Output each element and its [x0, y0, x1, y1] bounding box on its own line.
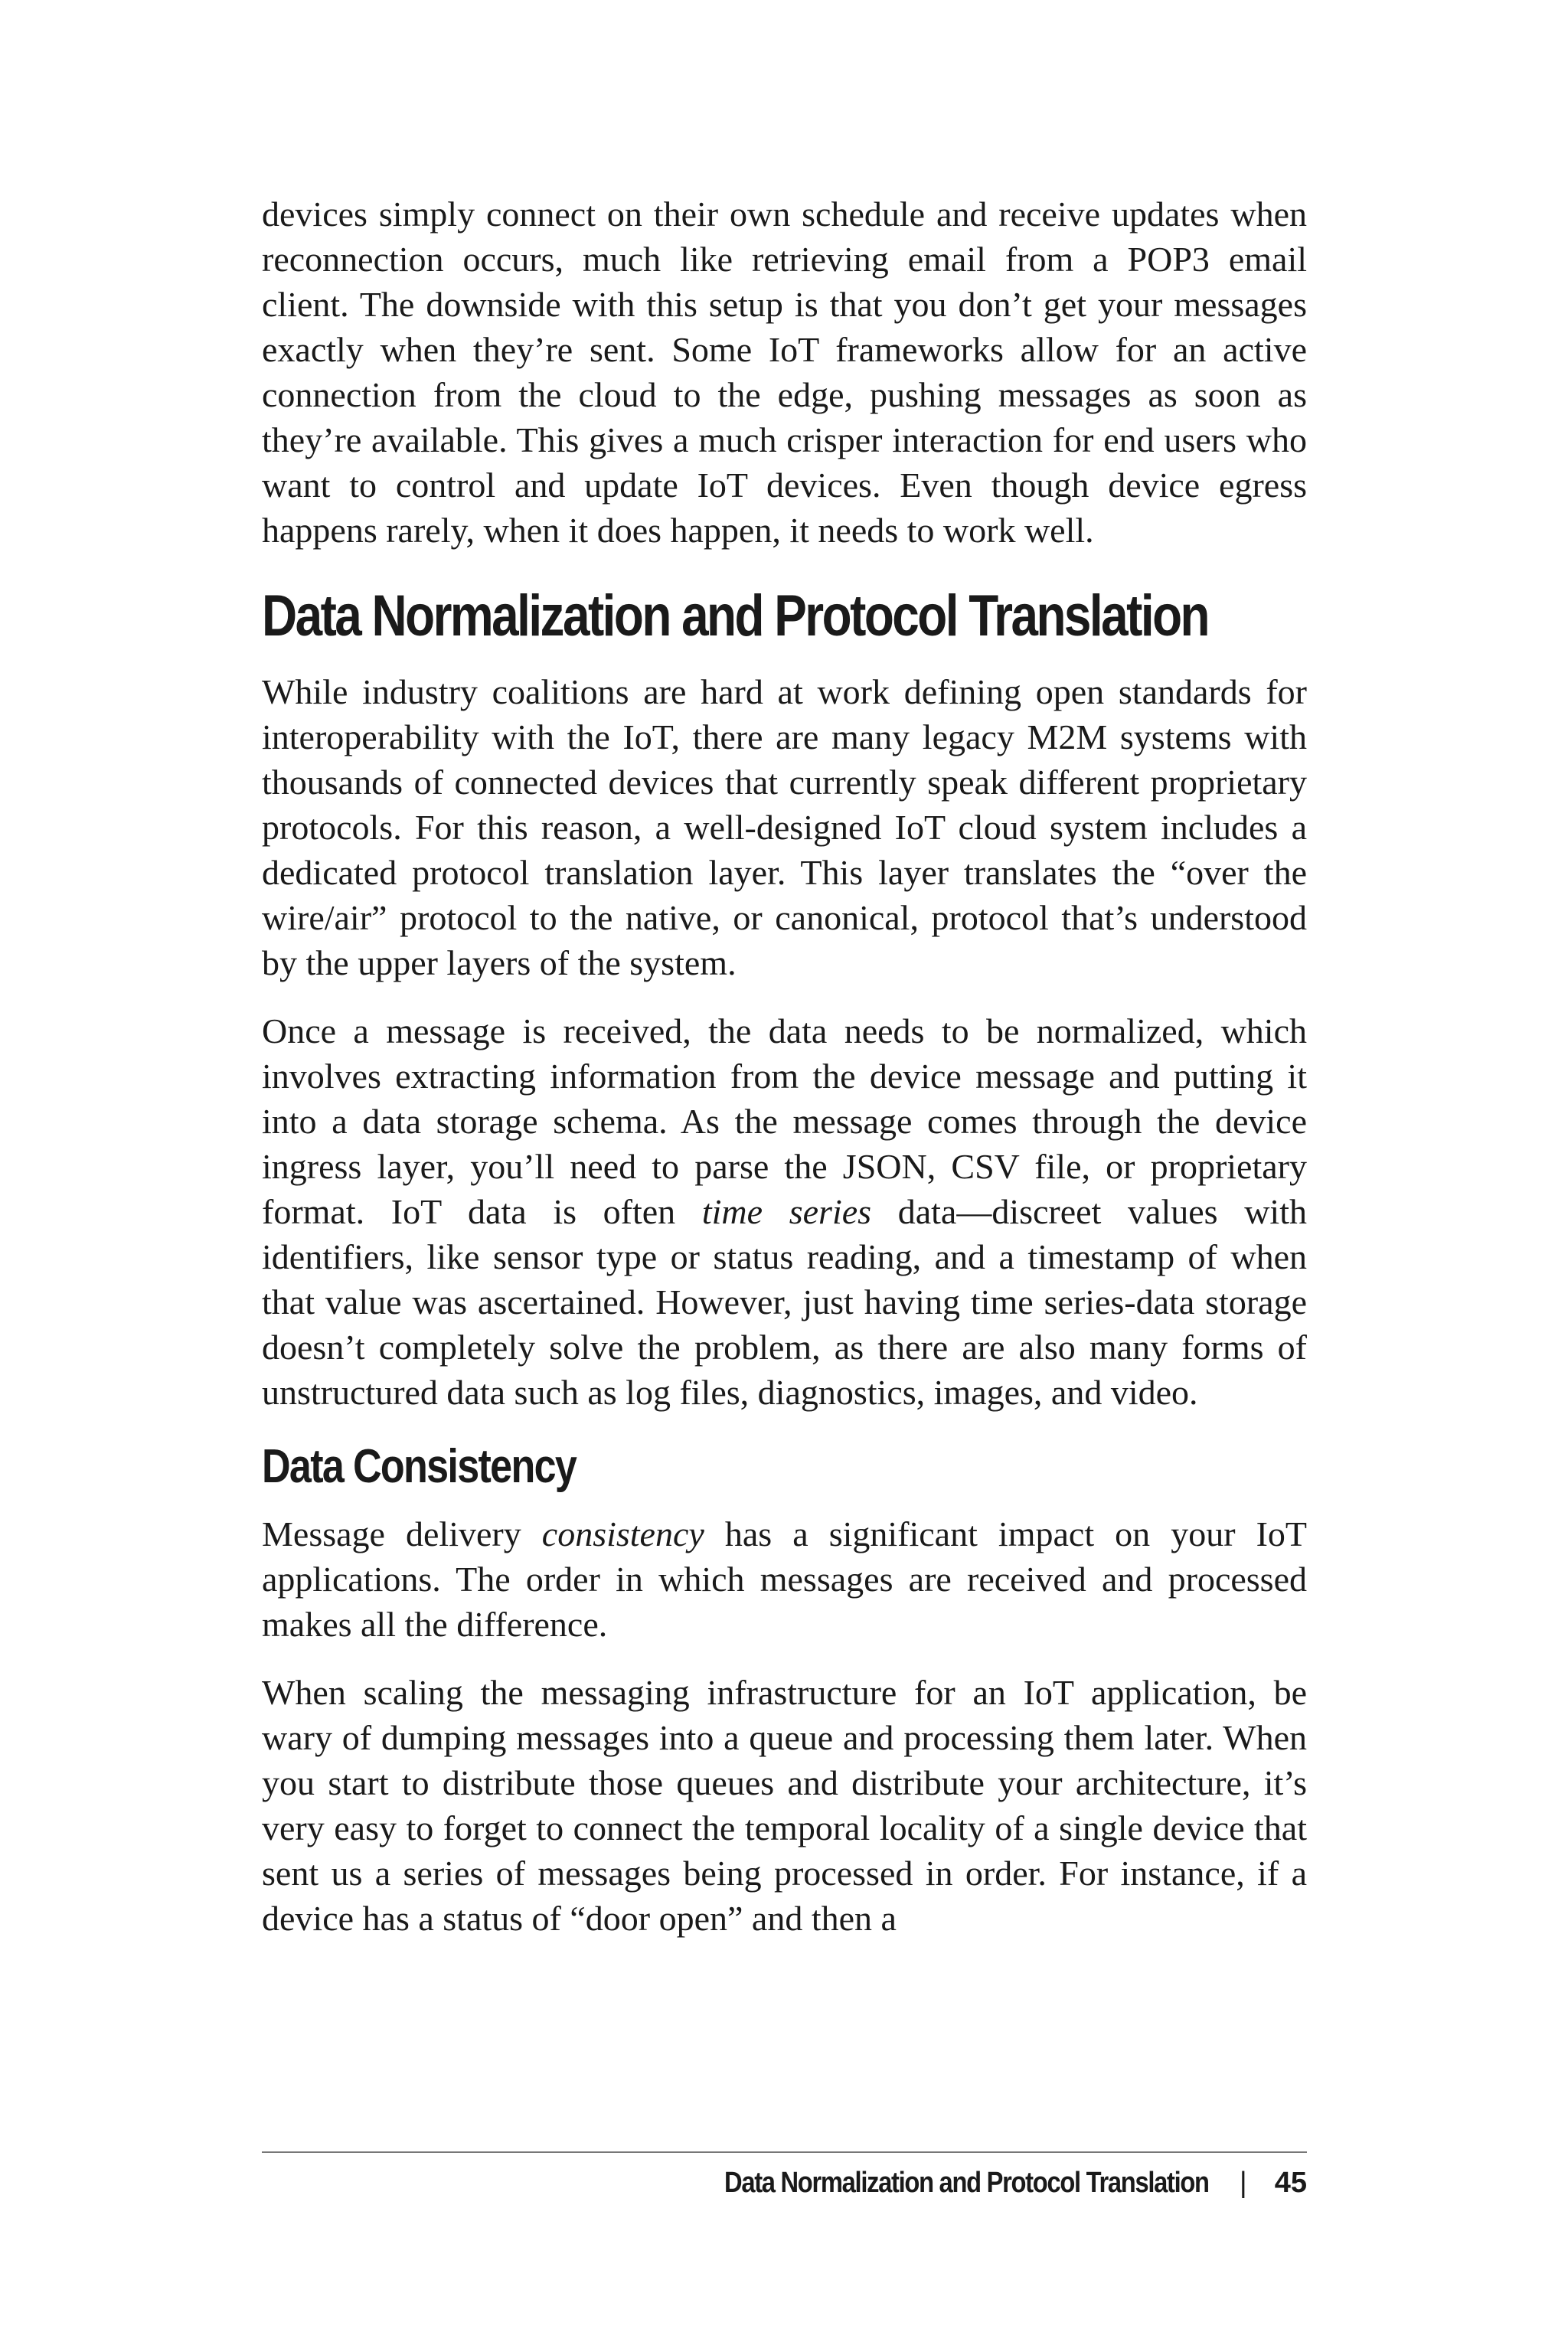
page-footer — [262, 2164, 1307, 2202]
section-heading: Data Normalization and Protocol Translation — [262, 583, 1209, 648]
emphasis-consistency: consistency — [541, 1514, 704, 1553]
paragraph-device-egress: devices simply connect on their own schedule and receive updates when reconnection occurs, much like retrieving email from a POP3 email client. The downside with this setup is that you don’t get your messages exactly when they’re sent. Some IoT frameworks allow for an active connection from the cloud to the edge, pushing messages as soon as they’re available. This gives a much crisper interaction for end users who want to control and update IoT devices. Even though device egress happens rarely, when it does happen, it needs to work well. — [262, 194, 1307, 550]
paragraph-consistency-text-2: has a significant impact on your IoT applications. The order in which messages are received and processed makes all the difference. — [262, 1514, 1307, 1644]
paragraph-normalization-text-1: Once a message is received, the data needs to be normalized, which involves extracting information from the device message and putting it into a data storage schema. As the message comes through the device ingress layer, you’ll need to parse the JSON, CSV file, or proprietary format. IoT data is often — [262, 1011, 1307, 1231]
paragraph-normalization — [262, 1008, 1307, 1415]
running-title: Data Normalization and Protocol Translation — [724, 2167, 1209, 2199]
footer-separator: | — [1239, 2167, 1247, 2199]
paragraph-consistency — [262, 1511, 1307, 1647]
paragraph-normalization-text-2: data—discreet values with identifiers, like sensor type or status reading, and a timestamp of when that value was ascertained. However, just having time series-data storage doesn’t completely solve the problem, as there are also many forms of unstructured data such as log files, diagnostics, images, and video. — [262, 1192, 1307, 1412]
emphasis-time-series: time series — [701, 1192, 872, 1231]
paragraph-scaling: When scaling the messaging infrastructure for an IoT application, be wary of dumping messages into a queue and processing them later. When you start to distribute those queues and distribute your architecture, it’s very easy to forget to connect the temporal locality of a single device that sent us a series of messages being processed in order. For instance, if a device has a status of “door open” and then a — [262, 1673, 1307, 1938]
footer-divider — [262, 2151, 1307, 2153]
paragraph-protocol-translation: While industry coalitions are hard at work defining open standards for interoperability with the IoT, there are many legacy M2M systems with thousands of connected devices that currently speak different proprietary protocols. For this reason, a well-designed IoT cloud system includes a dedicated protocol translation layer. This layer translates the “over the wire/air” protocol to the native, or canonical, protocol that’s understood by the upper layers of the system. — [262, 672, 1307, 982]
page-number: 45 — [1274, 2167, 1307, 2199]
paragraph-consistency-text-1: Message delivery — [262, 1514, 542, 1553]
page-content — [262, 191, 1307, 1941]
subsection-heading: Data Consistency — [262, 1440, 577, 1493]
